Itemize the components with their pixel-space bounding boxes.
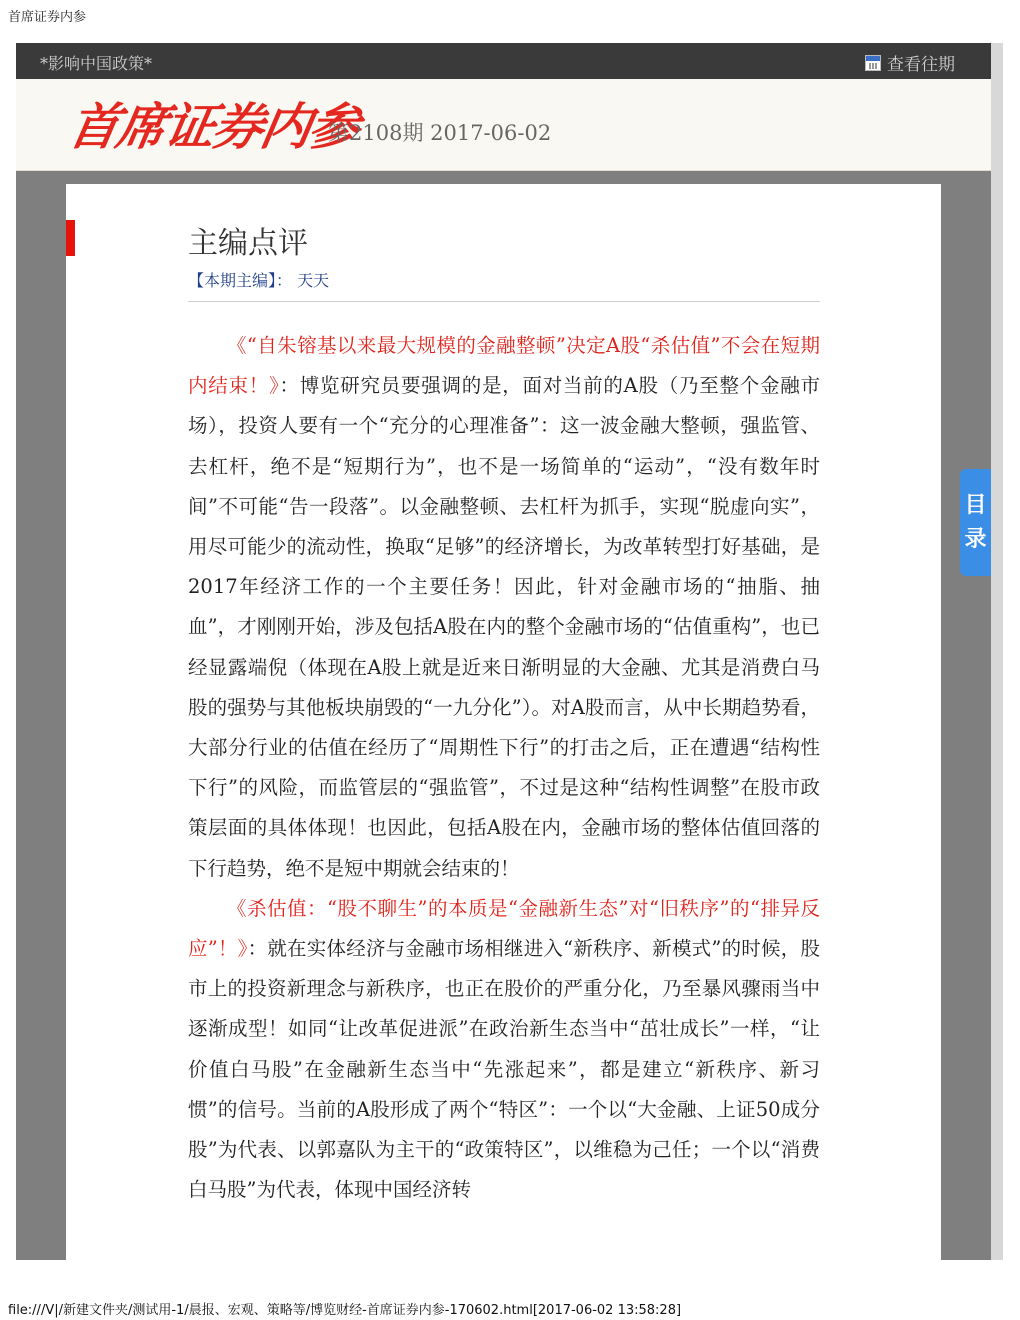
view-history-link[interactable]: [865, 50, 955, 75]
toc-char-1: 目: [964, 492, 987, 518]
editor-label: 【本期主编】：: [188, 271, 293, 290]
paragraph-2: [188, 889, 820, 1211]
divider: [188, 301, 820, 302]
table-of-contents-tab[interactable]: [960, 469, 991, 576]
section-marker: [66, 220, 75, 256]
article-page: [66, 184, 941, 1260]
footer-file-path: file:///V|/新建文件夹/测试用-1/晨报、宏观、策略等/博览财经-首席证券内参-170602.html[2017-06-02 13:58:28]: [8, 1303, 682, 1318]
calendar-icon: [865, 55, 881, 71]
paragraph-1-body: ：博览研究员要强调的是，面对当前的A股（乃至整个金融市场），投资人要有一个“充分的心理准备”：这一波金融大整顿，强监管、去杠杆，绝不是“短期行为”，也不是一场简单的“运动”，“没有数年时间”不可能“告一段落”。以金融整顿、去杠杆为抓手，实现“脱虚向实”，用尽可能少的流动性，换取“足够”的经济增长，为改革转型打好基础，是2017年经济工作的一个主要任务！因此，针对金融市场的“抽脂、抽血”，才刚刚开始，涉及包括A股在内的整个金融市场的“估值重构”，也已经显露端倪（体现在A股上就是近来日渐明显的大金融、尤其是消费白马股的强势与其他板块崩毁的“一九分化”）。对A股而言，从中长期趋势看，大部分行业的估值在经历了“周期性下行”的打击之后，正在遭遇“结构性下行”的风险，而监管层的“强监管”，不过是这种“结构性调整”在股市政策层面的具体体现！也因此，包括A股在内，金融市场的整体估值回落的下行趋势，绝不是短中期就会结束的！: [188, 374, 820, 880]
paragraph-2-title: 《杀估值：“股不聊生”的本质是“金融新生态”对“旧秩序”的“排异反应”！》: [188, 896, 820, 961]
issue-info: 第2108期 2017-06-02: [328, 121, 552, 145]
section-title: 主编点评: [188, 226, 308, 261]
scrollbar[interactable]: [991, 43, 1003, 1260]
logo[interactable]: [64, 89, 363, 157]
masthead: [16, 79, 991, 171]
paragraph-1: [188, 326, 820, 889]
print-header: 首席证券内参: [8, 10, 87, 25]
paragraph-2-body: ：就在实体经济与金融市场相继进入“新秩序、新模式”的时候，股市上的投资新理念与新秩序，也正在股价的严重分化，乃至暴风骤雨当中逐渐成型！如同“让改革促进派”在政治新生态当中“茁壮成长”一样，“让价值白马股”在金融新生态当中“先涨起来”，都是建立“新秩序、新习惯”的信号。当前的A股形成了两个“特区”：一个以“大金融、上证50成分股”为代表、以郭嘉队为主干的“政策特区”，以维稳为己任；一个以“消费白马股”为代表，体现中国经济转: [188, 937, 820, 1202]
editor-line: [188, 268, 329, 291]
view-history-label: 查看往期: [887, 55, 955, 75]
toc-char-2: 录: [964, 526, 987, 552]
editor-name[interactable]: 天天: [297, 271, 330, 290]
slogan: *影响中国政策*: [40, 54, 153, 73]
paragraph-1-title: 《“自朱镕基以来最大规模的金融整顿”决定A股“杀估值”不会在短期内结束！》: [188, 334, 820, 398]
logo-text: 首席证券内参: [64, 98, 363, 156]
article-body: [188, 326, 820, 1210]
top-bar: [16, 43, 991, 79]
